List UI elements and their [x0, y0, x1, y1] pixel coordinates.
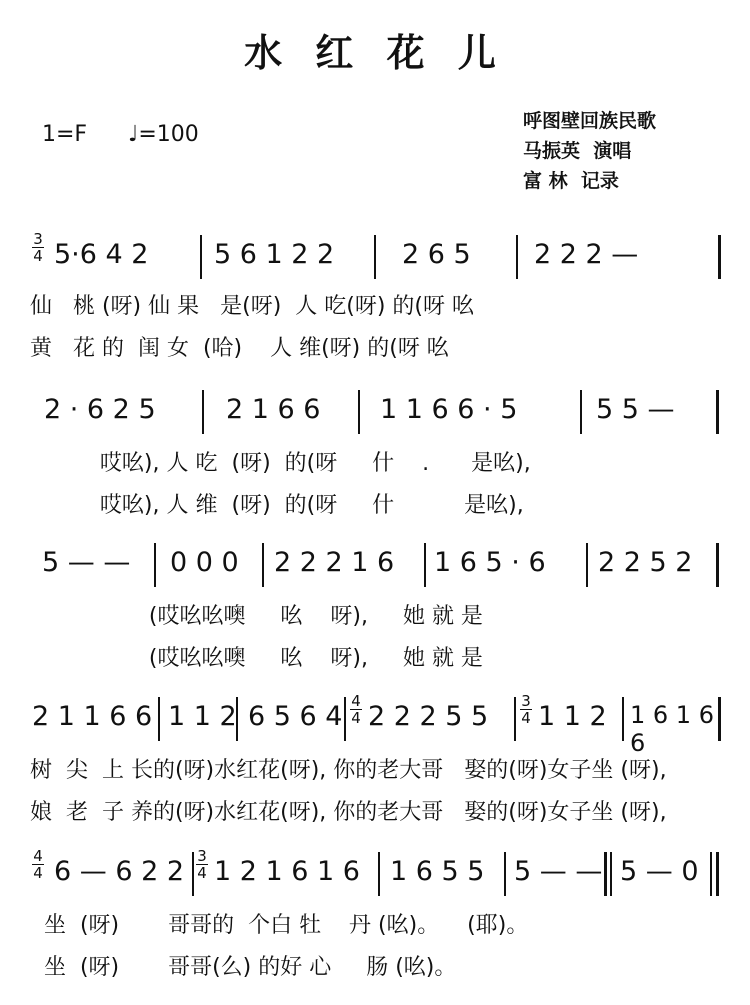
measure-notes: 2 2 2 1 6 [274, 547, 395, 578]
barline [200, 235, 202, 279]
measure-notes: 2 1 1 6 6 [32, 701, 153, 732]
measure-notes: 5 6 1 2 2 [214, 239, 335, 270]
measure-notes: 1 6 1 6 6 [630, 701, 714, 757]
measure-notes: 6 5 6 4 [248, 701, 343, 732]
measure-notes: 1 2 1 6 1 6 [214, 856, 360, 887]
barline [262, 543, 264, 587]
measure-notes: 5 — — [514, 856, 603, 887]
key-signature: 1=F [42, 122, 88, 147]
time-signature: 3 4 [33, 230, 43, 265]
notation-line [30, 692, 724, 757]
barline [718, 235, 721, 279]
lyric-verse-1: 坐 (呀) 哥哥的 个白 牡 丹 (吆)。 (耶)。 [30, 913, 529, 938]
measure-notes: 2 2 5 2 [598, 547, 693, 578]
barline [710, 852, 712, 896]
barline [610, 852, 612, 896]
credit-origin: 呼图壁回族民歌 [523, 110, 657, 132]
lyric-verse-1: 仙 桃 (呀) 仙 果 是(呀) 人 吃(呀) 的(呀 吆 [30, 294, 474, 319]
notation-line [30, 230, 724, 279]
measure-notes: 0 0 0 [170, 547, 239, 578]
barline [586, 543, 588, 587]
barline [344, 697, 346, 741]
barline [154, 543, 156, 587]
measure-notes: 1 6 5 · 6 [434, 547, 546, 578]
measure-notes: 1 1 2 [168, 701, 237, 732]
measure-notes: 1 1 2 [538, 701, 607, 732]
barline [622, 697, 624, 741]
measure-notes: 5 — — [42, 547, 131, 578]
lyric-verse-2: (哎吆吆噢 吆 呀), 她 就 是 [30, 646, 483, 671]
measure-notes: 1 1 6 6 · 5 [380, 394, 518, 425]
time-signature: 4 4 [351, 692, 361, 727]
barline [378, 852, 380, 896]
measure-notes: 5·6 4 2 [54, 239, 149, 270]
barline [158, 697, 160, 741]
final-barline [716, 852, 719, 896]
lyric-verse-2: 哎吆), 人 维 (呀) 的(呀 什 是吆), [30, 493, 524, 518]
barline [718, 697, 721, 741]
lyric-verse-2: 娘 老 子 养的(呀)水红花(呀), 你的老大哥 娶的(呀)女子坐 (呀), [30, 800, 667, 825]
measure-notes: 2 2 2 — [534, 239, 639, 270]
measure-notes: 2 2 2 5 5 [368, 701, 489, 732]
notation-line [30, 390, 724, 434]
measure-notes: 2 6 5 [402, 239, 471, 270]
barline [504, 852, 506, 896]
song-title: 水 红 花 儿 [244, 30, 506, 75]
measure-notes: 2 1 6 6 [226, 394, 321, 425]
notation-line [30, 847, 724, 896]
credits [523, 106, 656, 196]
credit-singer: 马振英 演唱 [523, 140, 632, 162]
notation-line [30, 543, 724, 587]
measure-notes: 5 — 0 [620, 856, 699, 887]
measure-notes: 5 5 — [596, 394, 675, 425]
repeat-barline [604, 852, 607, 896]
barline [580, 390, 582, 434]
tempo-marking: ♩=100 [128, 122, 199, 147]
barline [514, 697, 516, 741]
measure-notes: 6 — 6 2 2 [54, 856, 185, 887]
barline [424, 543, 426, 587]
barline [236, 697, 238, 741]
lyric-verse-1: 哎吆), 人 吃 (呀) 的(呀 什 . 是吆), [30, 451, 531, 476]
credit-recorder: 富 林 记录 [523, 170, 619, 192]
barline [716, 390, 719, 434]
measure-notes: 2 · 6 2 5 [44, 394, 156, 425]
barline [202, 390, 204, 434]
lyric-verse-1: (哎吆吆噢 吆 呀), 她 就 是 [30, 604, 483, 629]
time-signature: 3 4 [197, 847, 207, 882]
time-signature: 3 4 [521, 692, 531, 727]
time-signature: 4 4 [33, 847, 43, 882]
lyric-verse-1: 树 尖 上 长的(呀)水红花(呀), 你的老大哥 娶的(呀)女子坐 (呀), [30, 758, 667, 783]
barline [516, 235, 518, 279]
barline [716, 543, 719, 587]
barline [192, 852, 194, 896]
lyric-verse-2: 坐 (呀) 哥哥(么) 的好 心 肠 (吆)。 [30, 955, 457, 980]
barline [374, 235, 376, 279]
lyric-verse-2: 黄 花 的 闺 女 (哈) 人 维(呀) 的(呀 吆 [30, 336, 449, 361]
barline [358, 390, 360, 434]
measure-notes: 1 6 5 5 [390, 856, 485, 887]
